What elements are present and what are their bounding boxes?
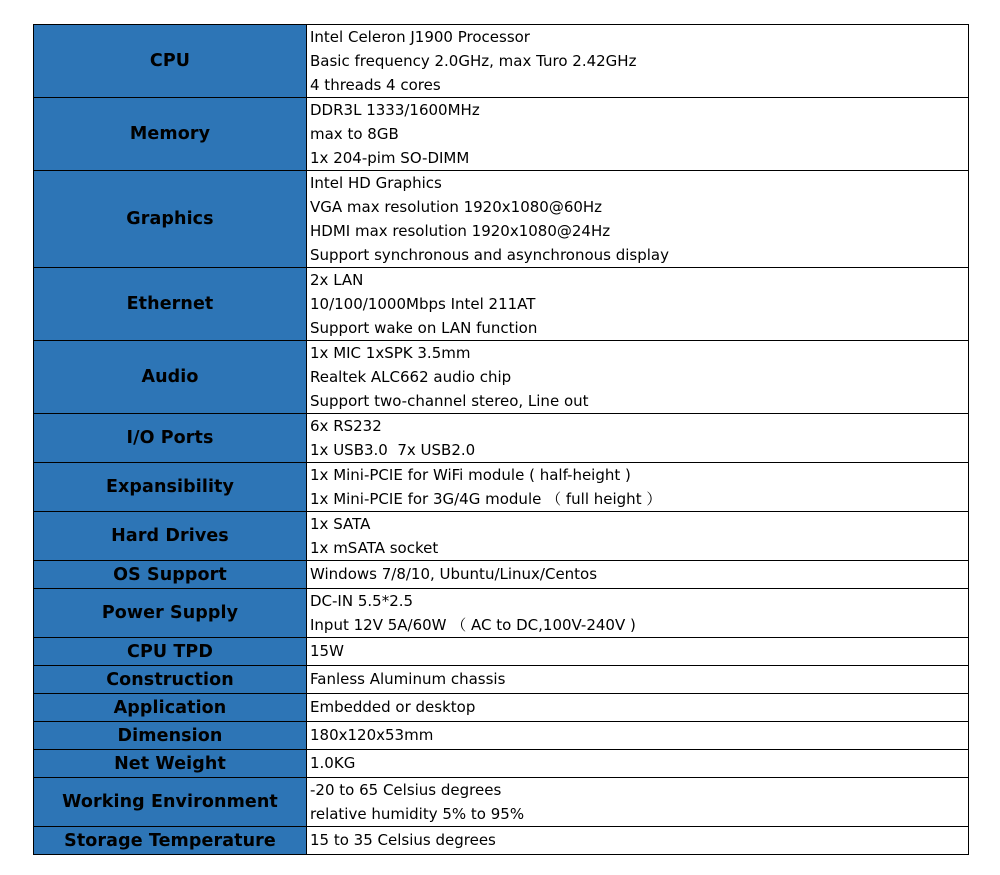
spec-label: CPU TPD — [34, 638, 307, 666]
spec-value — [307, 750, 969, 778]
spec-value-line: Windows 7/8/10, Ubuntu/Linux/Centos — [310, 565, 598, 583]
spec-value-line: Support synchronous and asynchronous display — [310, 246, 669, 264]
spec-value — [307, 694, 969, 722]
spec-table-body — [34, 25, 969, 855]
spec-row — [34, 694, 969, 722]
spec-value-line: 1x Mini-PCIE for 3G/4G module （ full height ） — [310, 490, 662, 508]
spec-label: Graphics — [34, 171, 307, 268]
spec-value-line: relative humidity 5% to 95% — [310, 805, 525, 823]
spec-value — [307, 827, 969, 855]
spec-value-line: Realtek ALC662 audio chip — [310, 368, 512, 386]
spec-label: Construction — [34, 666, 307, 694]
spec-value-line: Input 12V 5A/60W （ AC to DC,100V-240V ) — [310, 616, 636, 634]
spec-value-line: 15W — [310, 642, 344, 660]
spec-label: Storage Temperature — [34, 827, 307, 855]
spec-value-line: 6x RS232 — [310, 417, 382, 435]
spec-value — [307, 778, 969, 827]
spec-row — [34, 827, 969, 855]
spec-label: CPU — [34, 25, 307, 98]
spec-label: Dimension — [34, 722, 307, 750]
spec-table — [33, 24, 969, 855]
spec-row — [34, 171, 969, 268]
spec-value-line: Support two-channel stereo, Line out — [310, 392, 589, 410]
spec-value-line: Support wake on LAN function — [310, 319, 538, 337]
spec-label: OS Support — [34, 561, 307, 589]
spec-value-line: 10/100/1000Mbps Intel 211AT — [310, 295, 536, 313]
spec-value-line: DDR3L 1333/1600MHz — [310, 101, 480, 119]
spec-row — [34, 463, 969, 512]
spec-row — [34, 561, 969, 589]
spec-row — [34, 268, 969, 341]
spec-value — [307, 171, 969, 268]
spec-value — [307, 463, 969, 512]
spec-row — [34, 589, 969, 638]
spec-value-line: DC-IN 5.5*2.5 — [310, 592, 414, 610]
spec-label: Hard Drives — [34, 512, 307, 561]
spec-value-line: VGA max resolution 1920x1080@60Hz — [310, 198, 603, 216]
spec-value-line: 15 to 35 Celsius degrees — [310, 831, 496, 849]
spec-label: I/O Ports — [34, 414, 307, 463]
spec-value-line: 1.0KG — [310, 754, 356, 772]
spec-value — [307, 722, 969, 750]
spec-value — [307, 666, 969, 694]
spec-label: Audio — [34, 341, 307, 414]
spec-value — [307, 414, 969, 463]
spec-label: Power Supply — [34, 589, 307, 638]
spec-label: Memory — [34, 98, 307, 171]
spec-value — [307, 98, 969, 171]
spec-value — [307, 341, 969, 414]
spec-value — [307, 561, 969, 589]
spec-label: Net Weight — [34, 750, 307, 778]
spec-value — [307, 25, 969, 98]
spec-label: Ethernet — [34, 268, 307, 341]
spec-row — [34, 414, 969, 463]
spec-value-line: 1x SATA — [310, 515, 371, 533]
spec-value-line: Intel HD Graphics — [310, 174, 442, 192]
spec-value-line: HDMI max resolution 1920x1080@24Hz — [310, 222, 611, 240]
spec-value-line: 1x Mini-PCIE for WiFi module ( half-height ) — [310, 466, 631, 484]
spec-value-line: 2x LAN — [310, 271, 364, 289]
spec-row — [34, 722, 969, 750]
spec-value-line: Embedded or desktop — [310, 698, 476, 716]
spec-row — [34, 512, 969, 561]
spec-row — [34, 666, 969, 694]
spec-value — [307, 512, 969, 561]
spec-value-line: 1x USB3.0 7x USB2.0 — [310, 441, 476, 459]
spec-label: Working Environment — [34, 778, 307, 827]
spec-label: Application — [34, 694, 307, 722]
spec-value-line: -20 to 65 Celsius degrees — [310, 781, 502, 799]
spec-value — [307, 268, 969, 341]
spec-value-line: 180x120x53mm — [310, 726, 434, 744]
spec-value — [307, 638, 969, 666]
spec-value-line: 1x MIC 1xSPK 3.5mm — [310, 344, 471, 362]
spec-label: Expansibility — [34, 463, 307, 512]
spec-row — [34, 750, 969, 778]
spec-value-line: 4 threads 4 cores — [310, 76, 441, 94]
spec-value — [307, 589, 969, 638]
spec-row — [34, 25, 969, 98]
spec-value-line: 1x 204-pim SO-DIMM — [310, 149, 470, 167]
spec-row — [34, 98, 969, 171]
spec-value-line: max to 8GB — [310, 125, 399, 143]
spec-value-line: Fanless Aluminum chassis — [310, 670, 506, 688]
spec-row — [34, 341, 969, 414]
spec-value-line: Intel Celeron J1900 Processor — [310, 28, 530, 46]
spec-row — [34, 638, 969, 666]
spec-row — [34, 778, 969, 827]
spec-value-line: 1x mSATA socket — [310, 539, 439, 557]
spec-value-line: Basic frequency 2.0GHz, max Turo 2.42GHz — [310, 52, 637, 70]
